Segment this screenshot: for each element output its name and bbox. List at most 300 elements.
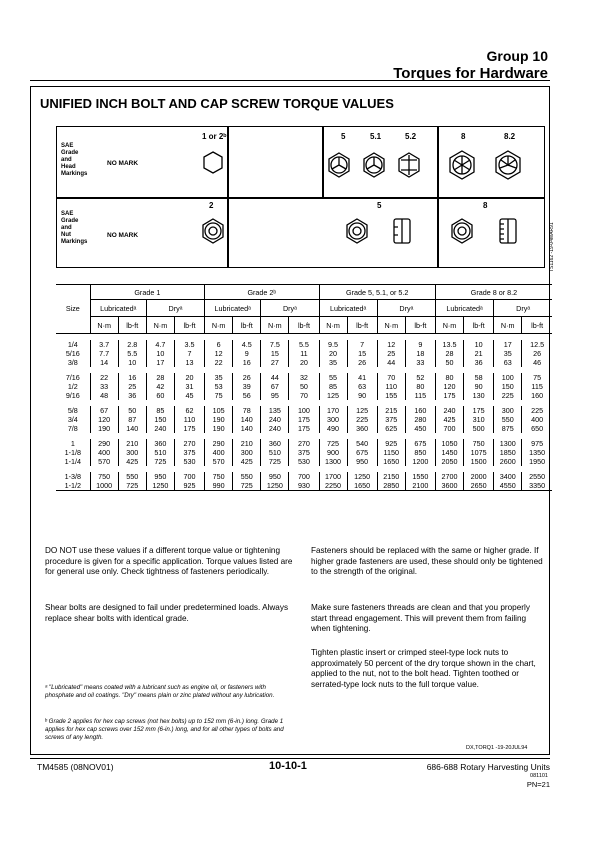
torque-cell: 35: [494, 349, 522, 358]
torque-cell: 140: [118, 424, 146, 433]
torque-cell: 75: [522, 373, 552, 382]
torque-cell: 75: [205, 391, 233, 400]
torque-cell: 700: [435, 424, 463, 433]
torque-cell: 2550: [522, 472, 552, 481]
grade8-header: Grade 8 or 8.2: [435, 285, 552, 300]
torque-cell: 62: [174, 406, 204, 415]
hex-head-grade5-icon: [329, 153, 349, 177]
table-row: [56, 358, 552, 367]
torque-cell: 22: [205, 358, 233, 367]
torque-cell: 1300: [494, 439, 522, 448]
torque-cell: 750: [464, 439, 494, 448]
torque-cell: 400: [205, 448, 233, 457]
torque-cell: 750: [205, 472, 233, 481]
torque-cell: 9: [405, 340, 435, 349]
torque-cell: 7: [174, 349, 204, 358]
torque-cell: 13: [174, 358, 204, 367]
torque-cell: 650: [522, 424, 552, 433]
torque-cell: 100: [494, 373, 522, 382]
torque-cell: 52: [405, 373, 435, 382]
torque-cell: 50: [289, 382, 319, 391]
torque-cell: 67: [261, 382, 289, 391]
torque-cell: 17: [146, 358, 174, 367]
torque-cell: 675: [347, 448, 377, 457]
torque-cell: 2000: [464, 472, 494, 481]
torque-cell: 160: [405, 406, 435, 415]
torque-cell: 2100: [405, 481, 435, 491]
torque-cell: 500: [464, 424, 494, 433]
page-number: 10-10-1: [269, 760, 307, 772]
nut-grade8-icon: [452, 219, 472, 243]
torque-cell: 11: [289, 349, 319, 358]
table-row: [56, 391, 552, 400]
torque-cell: 3.5: [174, 340, 204, 349]
torque-cell: 1450: [435, 448, 463, 457]
grade-label-5-1: 5.1: [370, 132, 382, 141]
torque-cell: 56: [233, 391, 261, 400]
torque-cell: 58: [464, 373, 494, 382]
torque-cell: 90: [464, 382, 494, 391]
torque-cell: 510: [146, 448, 174, 457]
torque-cell: 35: [319, 358, 347, 367]
table-row: [56, 340, 552, 349]
torque-cell: 55: [319, 373, 347, 382]
hex-head-grade5-2-icon: [399, 153, 419, 177]
grade-label-1or2: 1 or 2ᵇ: [202, 132, 227, 141]
torque-cell: 4550: [494, 481, 522, 491]
torque-cell: 115: [522, 382, 552, 391]
torque-cell: 1650: [347, 481, 377, 491]
footer-pn: PN=21: [526, 780, 550, 789]
footnote-a: ᵃ "Lubricated" means coated with a lubricant such as engine oil, or fasteners with phosphate and oil coatings. "Dry" means plain or zinc plated without any lubrication.: [45, 684, 275, 699]
torque-cell: 240: [261, 415, 289, 424]
nut-grade5-side-icon: [394, 219, 410, 243]
torque-cell: 27: [261, 358, 289, 367]
torque-cell: 2700: [435, 472, 463, 481]
size-cell: 1: [70, 439, 75, 448]
hex-head-grade5-1-icon: [364, 153, 384, 177]
torque-cell: 240: [435, 406, 463, 415]
torque-cell: 300: [233, 448, 261, 457]
torque-cell: 5.5: [118, 349, 146, 358]
grade-label-5: 5: [341, 132, 346, 141]
torque-cell: 2600: [494, 457, 522, 466]
torque-cell: 1300: [319, 457, 347, 466]
torque-cell: 7.7: [90, 349, 118, 358]
torque-cell: 550: [494, 415, 522, 424]
note-lock-nuts: Tighten plastic insert or crimped steel-type lock nuts to approximately 50 percent of the dry torque shown in the chart, applied to the nut, not to the bolt head. Tighten toothed or serrated-type lock nuts to the full torque value.: [311, 648, 536, 689]
torque-cell: 490: [319, 424, 347, 433]
torque-cell: 80: [435, 373, 463, 382]
torque-cell: 22: [90, 373, 118, 382]
torque-cell: 2.8: [118, 340, 146, 349]
torque-cell: 700: [289, 472, 319, 481]
size-cell: 1-1/4: [64, 457, 81, 466]
torque-cell: 990: [205, 481, 233, 491]
torque-cell: 225: [494, 391, 522, 400]
grade-label-5-2: 5.2: [405, 132, 417, 141]
table-row: [56, 457, 552, 466]
table-row: [56, 448, 552, 457]
torque-cell: 550: [118, 472, 146, 481]
size-cell: 3/4: [67, 415, 78, 424]
torque-cell: 175: [174, 424, 204, 433]
torque-cell: 20: [174, 373, 204, 382]
nut-grade8-side-icon: [500, 219, 516, 243]
torque-cell: 210: [118, 439, 146, 448]
torque-cell: 1650: [377, 457, 405, 466]
torque-cell: 3350: [522, 481, 552, 491]
torque-cell: 125: [347, 406, 377, 415]
doc-code: DX,TORQ1 -19-20JUL94: [466, 745, 528, 751]
torque-cell: 1075: [464, 448, 494, 457]
torque-cell: 725: [233, 481, 261, 491]
torque-cell: 300: [118, 448, 146, 457]
torque-cell: 925: [377, 439, 405, 448]
torque-cell: 155: [377, 391, 405, 400]
torque-cell: 725: [319, 439, 347, 448]
torque-cell: 50: [435, 358, 463, 367]
torque-cell: 175: [289, 424, 319, 433]
torque-cell: 6: [205, 340, 233, 349]
torque-cell: 10: [118, 358, 146, 367]
nut-grade-label-8: 8: [483, 201, 488, 210]
torque-cell: 78: [233, 406, 261, 415]
torque-cell: 15: [347, 349, 377, 358]
torque-cell: 5.5: [289, 340, 319, 349]
torque-table-body: [56, 334, 552, 492]
torque-cell: 120: [435, 382, 463, 391]
torque-cell: 700: [174, 472, 204, 481]
torque-cell: 425: [233, 457, 261, 466]
torque-cell: 3600: [435, 481, 463, 491]
torque-cell: 4.7: [146, 340, 174, 349]
torque-cell: 26: [347, 358, 377, 367]
torque-cell: 80: [405, 382, 435, 391]
torque-cell: 20: [289, 358, 319, 367]
hex-head-grade8-2-icon: [496, 151, 520, 179]
torque-cell: 95: [261, 391, 289, 400]
torque-cell: 26: [233, 373, 261, 382]
size-cell: 1/2: [67, 382, 78, 391]
table-row: [56, 406, 552, 415]
torque-cell: 10: [464, 340, 494, 349]
torque-cell: 26: [522, 349, 552, 358]
torque-cell: 290: [205, 439, 233, 448]
footer-left: TM4585 (08NOV01): [37, 762, 114, 772]
torque-cell: 12: [377, 340, 405, 349]
table-row: [56, 472, 552, 481]
table-row: [56, 415, 552, 424]
torque-cell: 87: [118, 415, 146, 424]
torque-cell: 32: [289, 373, 319, 382]
torque-cell: 1150: [377, 448, 405, 457]
footnote-b: ᵇ Grade 2 applies for hex cap screws (not hex bolts) up to 152 mm (6-in.) long. Grade 1 applies for hex cap screws over 152 mm (6-in.) long, and for all other types of bolts and screws of any length.: [45, 718, 284, 741]
torque-cell: 85: [146, 406, 174, 415]
torque-cell: 20: [319, 349, 347, 358]
torque-cell: 140: [233, 415, 261, 424]
torque-cell: 160: [522, 391, 552, 400]
torque-cell: 360: [146, 439, 174, 448]
torque-cell: 360: [347, 424, 377, 433]
torque-cell: 120: [90, 415, 118, 424]
footer-rule: [30, 758, 550, 759]
torque-cell: 550: [233, 472, 261, 481]
torque-cell: 105: [205, 406, 233, 415]
torque-cell: 21: [464, 349, 494, 358]
torque-cell: 175: [464, 406, 494, 415]
torque-cell: 48: [90, 391, 118, 400]
torque-cell: 36: [464, 358, 494, 367]
torque-cell: 12: [205, 349, 233, 358]
figure-code: TS1162 -19-04MAR91: [549, 222, 555, 272]
torque-cell: 270: [289, 439, 319, 448]
torque-cell: 425: [118, 457, 146, 466]
torque-cell: 3.7: [90, 340, 118, 349]
torque-cell: 375: [377, 415, 405, 424]
nut-grade-label-5: 5: [377, 201, 382, 210]
table-row: [56, 382, 552, 391]
torque-cell: 725: [261, 457, 289, 466]
torque-cell: 85: [319, 382, 347, 391]
torque-cell: 33: [405, 358, 435, 367]
torque-cell: 1050: [435, 439, 463, 448]
torque-cell: 2850: [377, 481, 405, 491]
table-row: [56, 349, 552, 358]
grade2-header: Grade 2ᵇ: [205, 285, 319, 300]
section-title: UNIFIED INCH BOLT AND CAP SCREW TORQUE VALUES: [40, 96, 394, 111]
torque-cell: 41: [347, 373, 377, 382]
torque-cell: 925: [174, 481, 204, 491]
torque-cell: 570: [205, 457, 233, 466]
footer-date-code: 081101: [530, 773, 548, 779]
torque-cell: 1000: [90, 481, 118, 491]
torque-cell: 2050: [435, 457, 463, 466]
torque-cell: 1250: [347, 472, 377, 481]
table-row: [56, 481, 552, 491]
torque-cell: 1250: [146, 481, 174, 491]
torque-cell: 675: [405, 439, 435, 448]
torque-cell: 90: [347, 391, 377, 400]
torque-cell: 35: [205, 373, 233, 382]
torque-cell: 530: [289, 457, 319, 466]
torque-cell: 375: [289, 448, 319, 457]
torque-cell: 36: [118, 391, 146, 400]
bolt-marking-drawings: [0, 0, 600, 300]
torque-cell: 110: [174, 415, 204, 424]
torque-cell: 7.5: [261, 340, 289, 349]
nut-grade-label-2: 2: [209, 201, 214, 210]
torque-cell: 7: [347, 340, 377, 349]
size-cell: 3/8: [67, 358, 78, 367]
torque-cell: 510: [261, 448, 289, 457]
torque-cell: 725: [146, 457, 174, 466]
torque-cell: 16: [118, 373, 146, 382]
torque-cell: 750: [90, 472, 118, 481]
grade-label-8-2: 8.2: [504, 132, 516, 141]
torque-cell: 53: [205, 382, 233, 391]
torque-cell: 975: [522, 439, 552, 448]
torque-cell: 100: [289, 406, 319, 415]
torque-cell: 930: [289, 481, 319, 491]
size-cell: 9/16: [65, 391, 80, 400]
torque-cell: 17: [494, 340, 522, 349]
torque-cell: 33: [90, 382, 118, 391]
nut-grade5-icon: [347, 219, 367, 243]
torque-cell: 215: [377, 406, 405, 415]
torque-cell: 135: [261, 406, 289, 415]
torque-cell: 300: [319, 415, 347, 424]
head-markings-label: SAE Grade and Head Markings: [61, 143, 88, 177]
nut-markings-label: SAE Grade and Nut Markings: [61, 211, 88, 245]
table-row: [56, 439, 552, 448]
nut-no-mark-icon: [203, 219, 223, 243]
note-replace-fasteners: Fasteners should be replaced with the same or higher grade. If higher grade fasteners are used, these should only be tightened to the strength of the original.: [311, 546, 543, 576]
torque-cell: 67: [90, 406, 118, 415]
note-shear-bolts: Shear bolts are designed to fail under predetermined loads. Always replace shear bolts with identical grade.: [45, 603, 289, 623]
torque-cell: 450: [405, 424, 435, 433]
torque-cell: 280: [405, 415, 435, 424]
torque-cell: 45: [174, 391, 204, 400]
torque-cell: 140: [233, 424, 261, 433]
torque-cell: 1200: [405, 457, 435, 466]
torque-cell: 1250: [261, 481, 289, 491]
torque-cell: 1700: [319, 472, 347, 481]
torque-cell: 28: [435, 349, 463, 358]
torque-cell: 400: [90, 448, 118, 457]
torque-cell: 425: [435, 415, 463, 424]
torque-cell: 1950: [522, 457, 552, 466]
torque-cell: 540: [347, 439, 377, 448]
size-cell: 5/8: [67, 406, 78, 415]
torque-cell: 2650: [464, 481, 494, 491]
torque-cell: 225: [347, 415, 377, 424]
torque-cell: 190: [205, 424, 233, 433]
torque-cell: 18: [405, 349, 435, 358]
torque-cell: 31: [174, 382, 204, 391]
torque-cell: 175: [289, 415, 319, 424]
torque-cell: 63: [494, 358, 522, 367]
torque-cell: 300: [494, 406, 522, 415]
torque-cell: 10: [146, 349, 174, 358]
torque-cell: 110: [377, 382, 405, 391]
torque-cell: 875: [494, 424, 522, 433]
torque-cell: 130: [464, 391, 494, 400]
torque-cell: 9.5: [319, 340, 347, 349]
hex-head-grade8-icon: [450, 151, 474, 179]
torque-cell: 13.5: [435, 340, 463, 349]
torque-cell: 190: [205, 415, 233, 424]
size-cell: 1-1/2: [64, 481, 81, 490]
torque-cell: 42: [146, 382, 174, 391]
torque-cell: 270: [174, 439, 204, 448]
torque-cell: 2250: [319, 481, 347, 491]
torque-cell: 4.5: [233, 340, 261, 349]
torque-cell: 2150: [377, 472, 405, 481]
torque-cell: 60: [146, 391, 174, 400]
grade-label-8: 8: [461, 132, 466, 141]
torque-cell: 70: [377, 373, 405, 382]
torque-cell: 360: [261, 439, 289, 448]
torque-cell: 16: [233, 358, 261, 367]
torque-cell: 400: [522, 415, 552, 424]
torque-cell: 44: [261, 373, 289, 382]
torque-cell: 28: [146, 373, 174, 382]
table-row: [56, 373, 552, 382]
torque-cell: 1350: [522, 448, 552, 457]
torque-cell: 530: [174, 457, 204, 466]
size-cell: 7/16: [65, 373, 80, 382]
torque-cell: 240: [261, 424, 289, 433]
torque-cell: 39: [233, 382, 261, 391]
torque-cell: 46: [522, 358, 552, 367]
torque-cell: 125: [319, 391, 347, 400]
torque-cell: 150: [146, 415, 174, 424]
torque-cell: 850: [405, 448, 435, 457]
torque-cell: 14: [90, 358, 118, 367]
page-title: Torques for Hardware: [393, 65, 548, 82]
torque-cell: 3400: [494, 472, 522, 481]
hex-head-no-mark-icon: [204, 152, 222, 173]
torque-cell: 900: [319, 448, 347, 457]
torque-cell: 9: [233, 349, 261, 358]
torque-cell: 950: [261, 472, 289, 481]
torque-cell: 44: [377, 358, 405, 367]
footer-right: 686-688 Rotary Harvesting Units: [426, 762, 550, 772]
grade1-header: Grade 1: [90, 285, 204, 300]
torque-cell: 175: [435, 391, 463, 400]
torque-table: Grade 1 Grade 2ᵇ Grade 5, 5.1, or 5.2 Grade 8 or 8.2 Size Lubricatedᵃ Dryᵃ Lubricatedᵃ Dryᵃ Lubricatedᵃ Dryᵃ Lubricatedᵃ Dryᵃ N·m lb-ft N·m lb-ft N·m lb-ft N·m lb-ft N·m lb-ft N·m lb-ft N·m lb-ft N·m lb-ft 1/4 3.7 2.8 4.7 3.5 6 4.5 7.5 5.5 9.5 7 12 9 13.5 10 17 12.5 5/16 7.7 5.5 10 7 12 9 15 11 20 15 25 18 28 21 35 26 3/8 14 10 17 13 22 16 27 20 35 26 44 33 50 36 63 46 7/16 22 16 28 20 35 26 44 32 55 41 70 52 80 58 100 75 1/2 33 25 42 31 53 39 67 50 85 63 110 80 120 90 150 115 9/16 48 36 60 45 75 56 95 70 125 90 155 115 175 130 225 160 5/8 67 50 85 62 105 78 135 100 170 125 215 160 240 175 300 225 3/4 120 87 150 110 190 140 240 175 300 225 375 280 425 310 550 400 7/8 190 140 240 175 190 140 240 175 490 360 625 450 700 500 875 650 1 290 210 360 270 290 210 360 270 725 540 925 675 1050 750 1300 975 1-1/8 400 300 510 375 400 300 510 375 900 675 1150 850 1450 1075 1850 1350 1-1/4 570 425 725 530 570 425 725 530 1300 950 1650 1200 2050 1500 2600 1950 1-3/8 750 550 950 700 750 550 950 700 1700 1250 2150 1550 2700 2000 3400 2550 1-1/2 1000 725 1250 925 990 725 1250 930 2250 1650 2850 2100 3600 2650 4550 3350: [56, 284, 552, 491]
torque-cell: 1550: [405, 472, 435, 481]
torque-cell: 950: [146, 472, 174, 481]
torque-cell: 225: [522, 406, 552, 415]
size-cell: 1-3/8: [64, 472, 81, 481]
torque-cell: 625: [377, 424, 405, 433]
torque-cell: 25: [118, 382, 146, 391]
size-cell: 1/4: [67, 340, 78, 349]
torque-cell: 63: [347, 382, 377, 391]
torque-cell: 15: [261, 349, 289, 358]
torque-cell: 725: [118, 481, 146, 491]
torque-cell: 190: [90, 424, 118, 433]
table-row: [56, 424, 552, 433]
torque-cell: 310: [464, 415, 494, 424]
grade5-header: Grade 5, 5.1, or 5.2: [319, 285, 435, 300]
torque-cell: 950: [347, 457, 377, 466]
note-clean-threads: Make sure fasteners threads are clean and that you properly start thread engagement. This will prevent them from failing when tightening.: [311, 603, 530, 633]
torque-cell: 240: [146, 424, 174, 433]
torque-cell: 12.5: [522, 340, 552, 349]
note-do-not-use: DO NOT use these values if a different torque value or tightening procedure is given for a specific application. Torque values listed are for general use only. Check tightness of fasteners periodically.: [45, 546, 293, 576]
no-mark-nut: NO MARK: [107, 232, 139, 239]
torque-cell: 50: [118, 406, 146, 415]
torque-cell: 170: [319, 406, 347, 415]
torque-cell: 375: [174, 448, 204, 457]
torque-cell: 150: [494, 382, 522, 391]
size-cell: 7/8: [67, 424, 78, 433]
group-label: Group 10: [486, 48, 548, 64]
torque-cell: 25: [377, 349, 405, 358]
size-header: Size: [65, 303, 80, 313]
torque-cell: 1500: [464, 457, 494, 466]
torque-cell: 1850: [494, 448, 522, 457]
torque-cell: 570: [90, 457, 118, 466]
no-mark-head: NO MARK: [107, 160, 139, 167]
torque-cell: 115: [405, 391, 435, 400]
torque-cell: 70: [289, 391, 319, 400]
size-cell: 1-1/8: [64, 448, 81, 457]
size-cell: 5/16: [65, 349, 80, 358]
